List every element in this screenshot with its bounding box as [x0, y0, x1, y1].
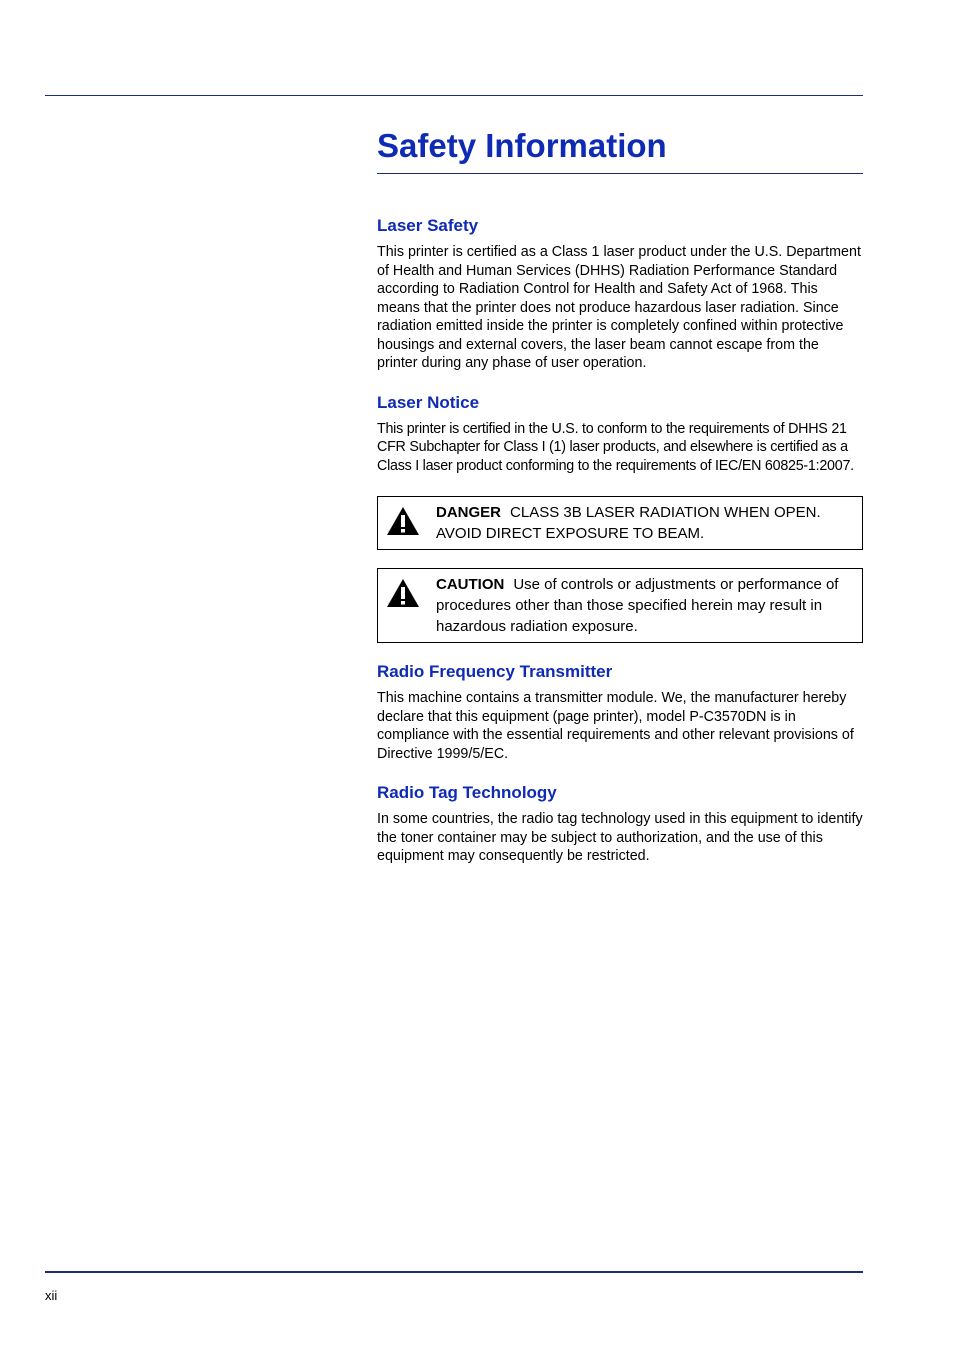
radio-tag-text: In some countries, the radio tag technology used in this equipment to identify the toner container may be subject to authorization, and the use of this equipment may consequently be restricted.: [377, 811, 863, 864]
laser-safety-text: This printer is certified as a Class 1 laser product under the U.S. Department of Health and Human Services (DHHS) Radiation Performance Standard according to Radiation Control for Health and Safety Act of 1968. This means that the printer does not produce hazardous laser radiation. Since radiation emitted inside the printer is completely confined within protective housings and external covers, the laser beam cannot escape from the printer during any phase of user operation.: [377, 244, 861, 371]
header-rule: [45, 95, 863, 96]
main-content: [377, 124, 863, 866]
danger-label: DANGER: [436, 504, 502, 521]
warning-triangle-icon: [386, 502, 426, 536]
footer-rule: [45, 1271, 863, 1273]
laser-notice-text: This printer is certified in the U.S. to conform to the requirements of DHHS 21 CFR Subchapter for Class I (1) laser products, and elsewhere is certified as a Class I laser product conforming to the requirements of IEC/EN 60825-1:2007.: [377, 420, 854, 474]
caution-notice-text: [436, 574, 854, 637]
laser-notice-heading: Laser Notice: [377, 392, 480, 412]
radio-frequency-heading: Radio Frequency Transmitter: [377, 662, 613, 681]
danger-message: CLASS 3B LASER RADIATION WHEN OPEN. AVOID DIRECT EXPOSURE TO BEAM.: [436, 504, 821, 542]
danger-notice: [377, 496, 863, 550]
radio-frequency-text: This machine contains a transmitter module. We, the manufacturer hereby declare that this equipment (page printer), model P-C3570DN is in compliance with the essential requirements and other relevant provisions of Directive 1999/5/EC.: [377, 690, 854, 762]
danger-notice-text: [436, 502, 854, 544]
caution-notice: [377, 568, 863, 643]
caution-message: Use of controls or adjustments or performance of procedures other than those specified herein may result in hazardous radiation exposure.: [436, 576, 839, 635]
page-number: xii: [45, 1288, 58, 1303]
page-title: Safety Information: [377, 124, 863, 174]
caution-label: CAUTION: [436, 576, 505, 593]
laser-safety-heading: Laser Safety: [377, 216, 479, 235]
warning-triangle-icon: [386, 574, 426, 608]
radio-tag-heading: Radio Tag Technology: [377, 783, 557, 802]
